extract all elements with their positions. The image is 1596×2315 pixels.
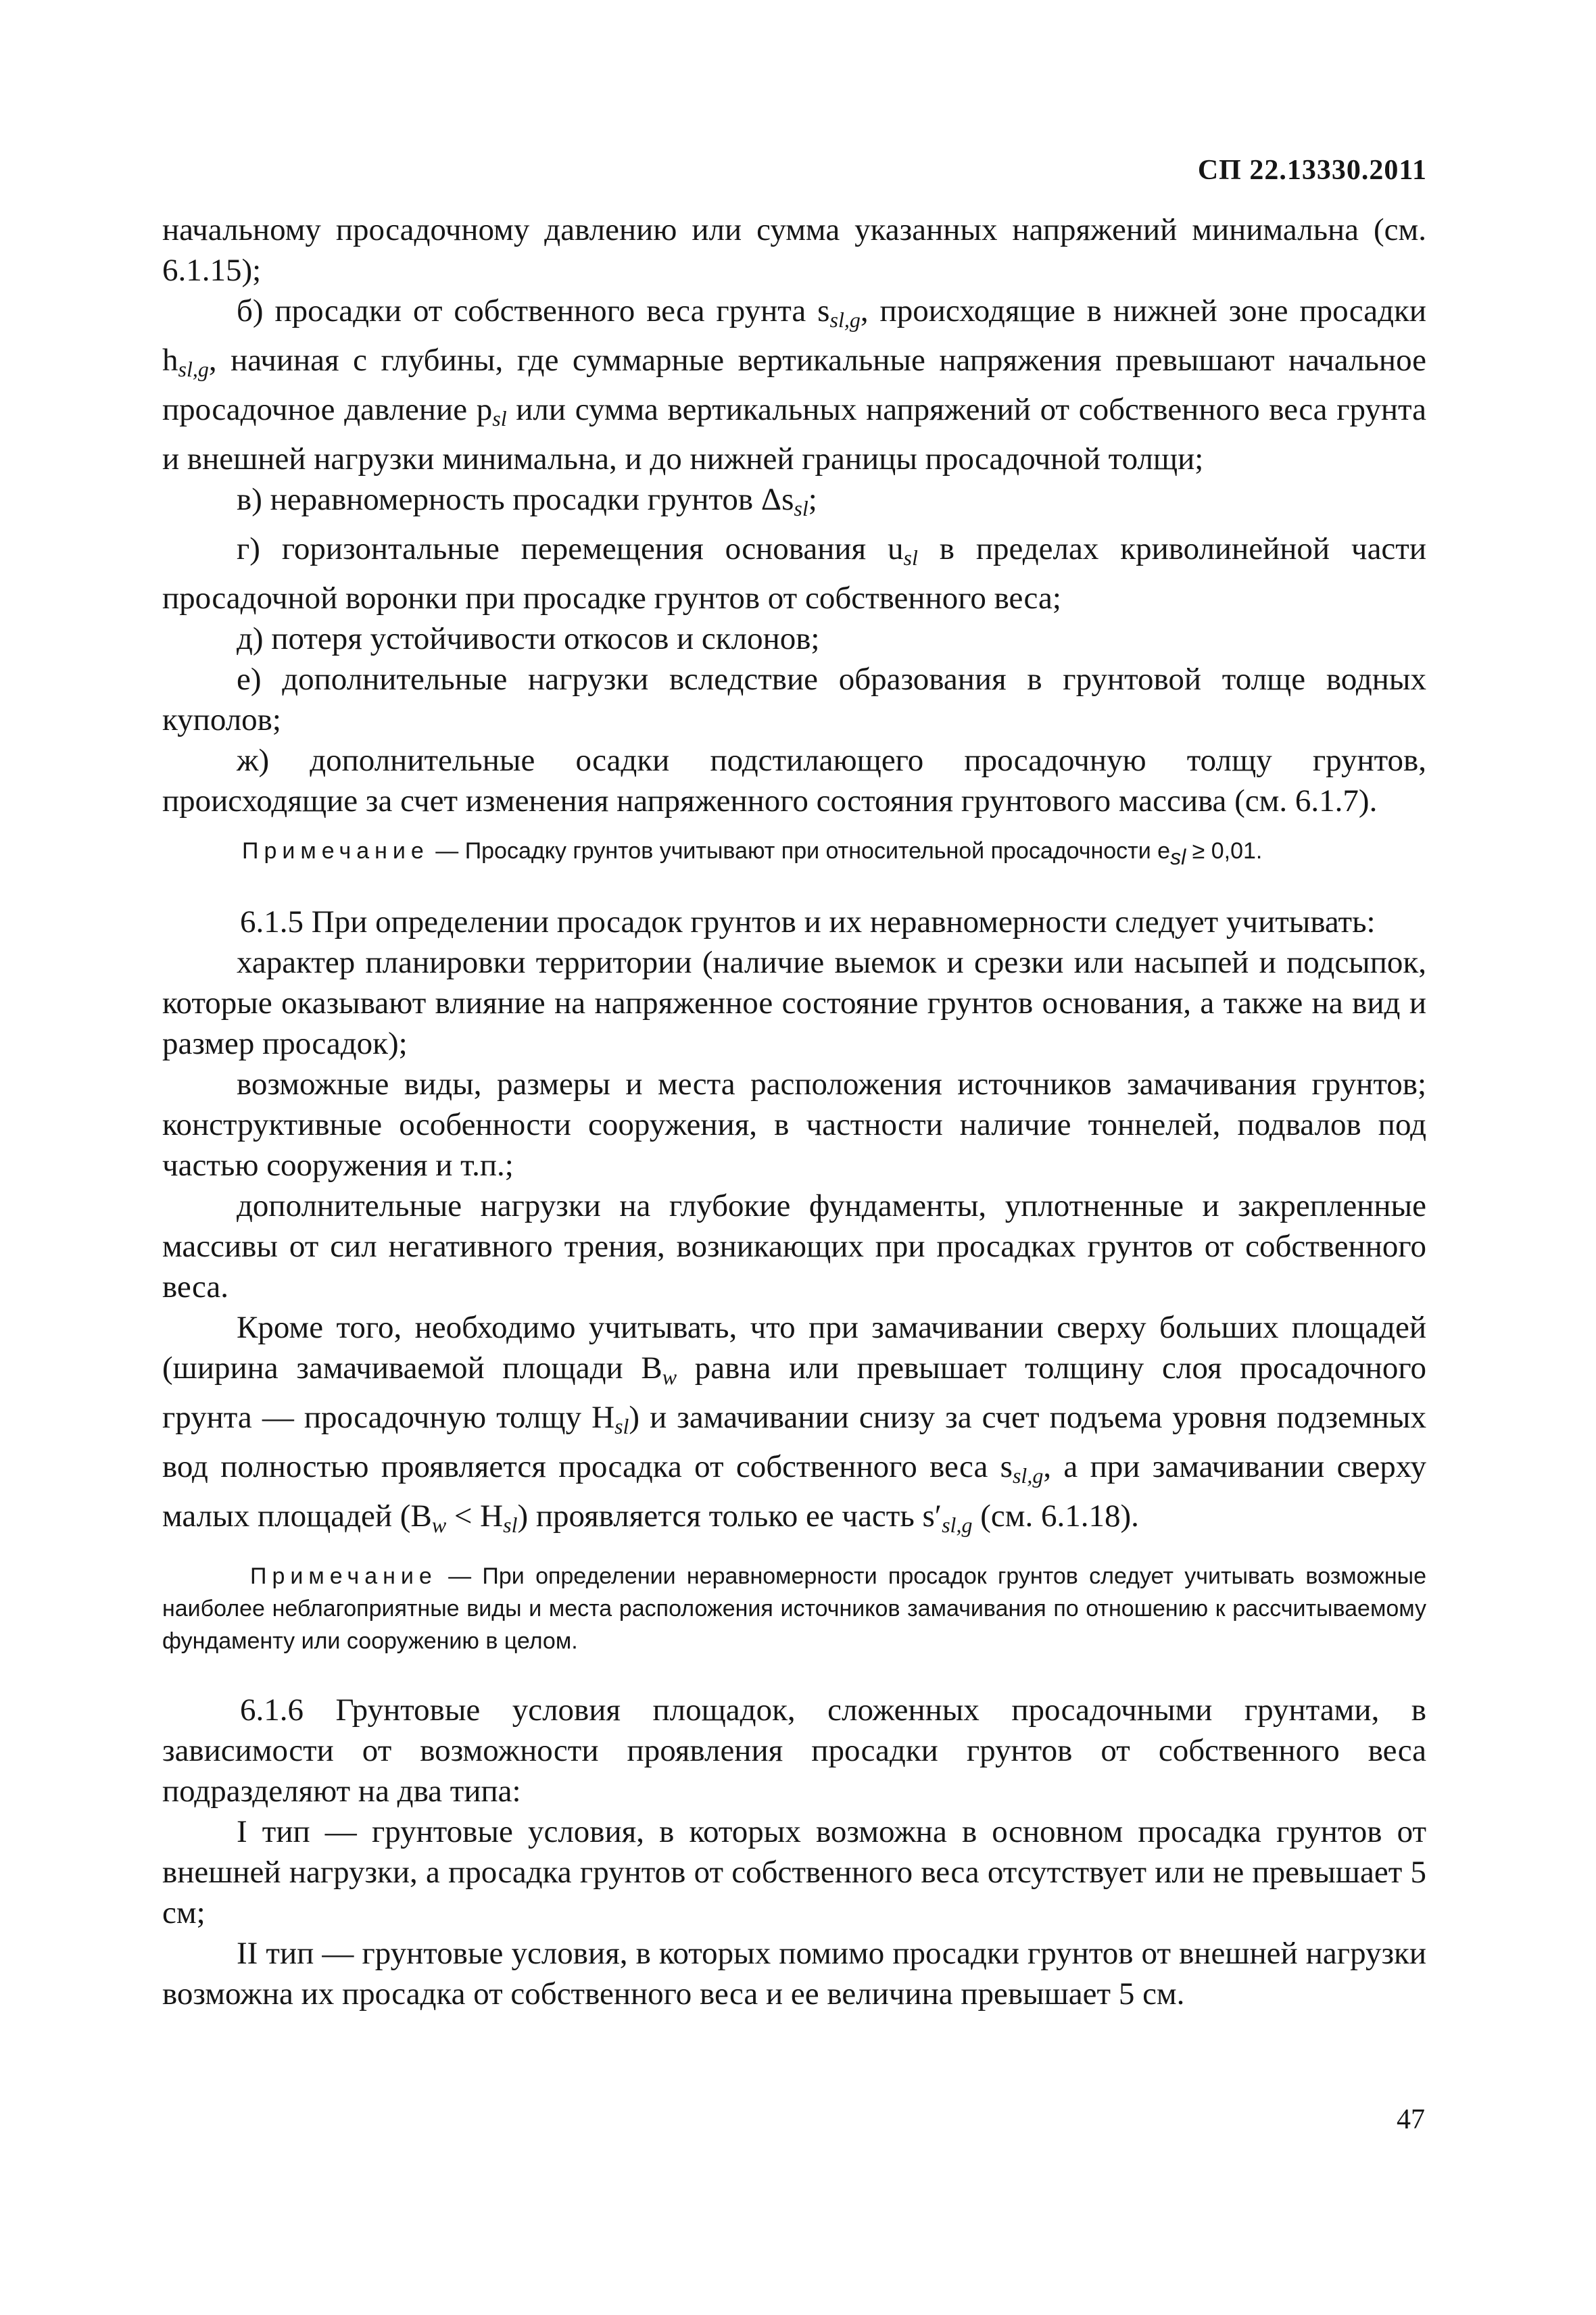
section-6-1-5: 6.1.5 При определении просадок грунтов и их неравномерности следует учитывать: bbox=[240, 904, 1376, 940]
paragraph: характер планировки территории (наличие выемок и срезки или насыпей и подсыпок, которые оказывают влияние на напряженное состояние грунтов основания, а также на вид и размер просадок); bbox=[162, 945, 1426, 1061]
list-item-g: г) горизонтальные перемещения основания $u_{sl}$ в пределах криволинейной части просадочной воронки при просадке грунтов от собственного веса; bbox=[162, 531, 1426, 616]
note-label: Примечание bbox=[250, 1563, 437, 1589]
page-number: 47 bbox=[1397, 2104, 1425, 2135]
list-item-zh: ж) дополнительные осадки подстилающего просадочную толщу грунтов, происходящие за счет изменения напряженного состояния грунтового массива (см. 6.1.7). bbox=[162, 743, 1426, 819]
note-label: Примечание bbox=[242, 838, 429, 864]
note-text: — При определении неравномерности просадок грунтов следует учитывать возможные наиболее неблагоприятные виды и места расположения источников замачивания по отношению к рассчитываемому фундаменту или сооружению в целом. bbox=[162, 1563, 1426, 1654]
section-6-1-6: 6.1.6 Грунтовые условия площадок, сложенных просадочными грунтами, в зависимости от возможности проявления просадки грунтов от собственного веса подразделяют на два типа: bbox=[162, 1692, 1426, 1809]
list-item-d: д) потеря устойчивости откосов и склонов; bbox=[237, 621, 820, 656]
note-text: — Просадку грунтов учитывают при относительной просадочности esl ≥ 0,01. bbox=[429, 838, 1263, 869]
list-item-b: б) просадки от собственного веса грунта $s_{sl,g}$, происходящие в нижней зоне просадки $h_{sl,g}$, начиная с глубины, где суммарные вертикальные напряжения превышают начальное просадочное давление $p_{sl}$ или сумма вертикальных напряжений от собственного веса грунта и внешней нагрузки минимальна, и до нижней границы просадочной толщи; bbox=[162, 293, 1426, 477]
note-2 bbox=[162, 1560, 1426, 1657]
paragraph: Кроме того, необходимо учитывать, что при замачивании сверху больших площадей (ширина замачиваемой площади $B_w$ равна или превышает толщину слоя просадочного грунта — просадочную толщу $H_{sl}$) и замачивании снизу за счет подъема уровня подземных вод полностью проявляется просадка от собственного веса $s_{sl,g}$, а при замачивании сверху малых площадей $(B_w < H_{sl})$ проявляется только ее часть $s'_{sl,g}$ (см. 6.1.18). bbox=[162, 1310, 1427, 1537]
document-code: СП 22.13330.2011 bbox=[1197, 155, 1427, 186]
note-1 bbox=[242, 835, 1426, 873]
paragraph: I тип — грунтовые условия, в которых возможна в основном просадка грунтов от внешней нагрузки, а просадка грунтов от собственного веса отсутствует или не превышает 5 см; bbox=[162, 1814, 1426, 1930]
paragraph-continuation: начальному просадочному давлению или сумма указанных напряжений минимальна (см. 6.1.15); bbox=[162, 212, 1426, 288]
list-item-v: в) неравномерность просадки грунтов $\Delta s_{sl}$; bbox=[237, 482, 817, 520]
document-body bbox=[162, 210, 1426, 2014]
paragraph: возможные виды, размеры и места расположения источников замачивания грунтов; конструктивные особенности сооружения, в частности наличие тоннелей, подвалов под частью сооружения и т.п.; bbox=[162, 1067, 1426, 1183]
paragraph: дополнительные нагрузки на глубокие фундаменты, уплотненные и закрепленные массивы от сил негативного трения, возникающих при просадках грунтов от собственного веса. bbox=[162, 1188, 1426, 1305]
list-item-e: е) дополнительные нагрузки вследствие образования в грунтовой толще водных куполов; bbox=[162, 662, 1426, 737]
paragraph: II тип — грунтовые условия, в которых помимо просадки грунтов от внешней нагрузки возможна их просадка от собственного веса и ее величина превышает 5 см. bbox=[162, 1936, 1426, 2012]
